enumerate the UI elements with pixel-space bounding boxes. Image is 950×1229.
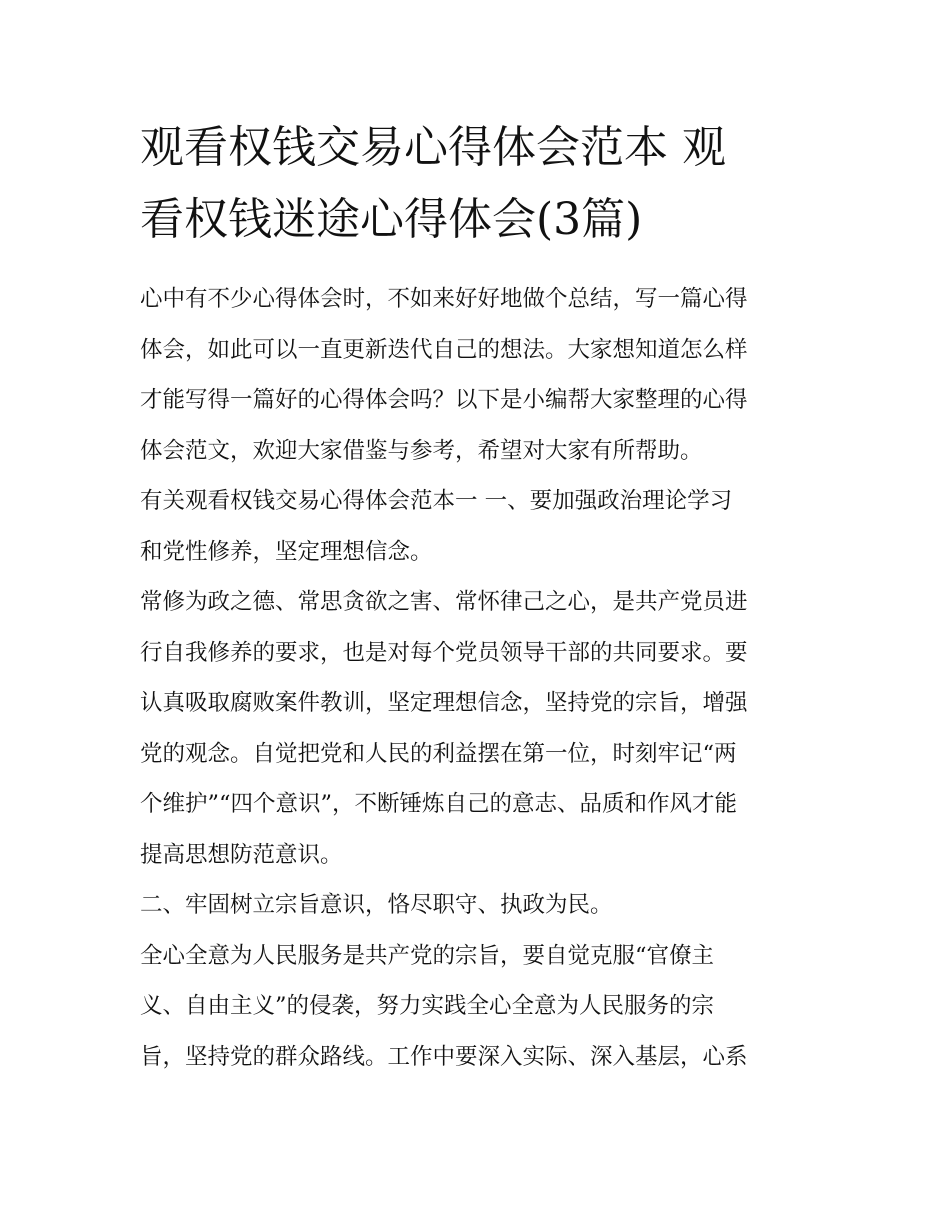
text-line: 才能写得一篇好的心得体会吗？以下是小编帮大家整理的心得	[140, 387, 748, 413]
text-line: 提高思想防范意识。	[140, 841, 343, 868]
text-line: 二、牢固树立宗旨意识，恪尽职守、执政为民。	[140, 892, 613, 918]
title-line: 观看权钱交易心得体会范本 观	[140, 122, 726, 173]
paragraph-section-one-body	[140, 577, 812, 880]
text-line: 旨，坚持党的群众路线。工作中要深入实际、深入基层，心系	[140, 1043, 748, 1070]
title-line: 看权钱迷途心得体会(3篇)	[140, 194, 643, 245]
text-line: 体会范文，欢迎大家借鉴与参考，希望对大家有所帮助。	[140, 437, 703, 464]
text-line: 和党性修养，坚定理想信念。	[140, 538, 433, 565]
document-title	[140, 112, 812, 256]
text-line: 行自我修养的要求，也是对每个党员领导干部的共同要求。要	[140, 639, 748, 666]
paragraph-section-two-heading	[140, 880, 812, 931]
text-line: 义、自由主义”的侵袭，努力实践全心全意为人民服务的宗	[140, 993, 715, 1019]
text-line: 个维护”“四个意识”，不断锤炼自己的意志、品质和作风才能	[140, 791, 738, 817]
text-line: 认真吸取腐败案件教训，坚定理想信念，坚持党的宗旨，增强	[140, 690, 748, 716]
document-content	[140, 112, 812, 1082]
text-line: 常修为政之德、常思贪欲之害、常怀律己之心，是共产党员进	[140, 589, 748, 615]
text-line: 有关观看权钱交易心得体会范本一 一、要加强政治理论学习	[140, 488, 733, 514]
text-line: 体会，如此可以一直更新迭代自己的想法。大家想知道怎么样	[140, 336, 748, 363]
paragraph-intro	[140, 274, 812, 476]
text-line: 党的观念。自觉把党和人民的利益摆在第一位，时刻牢记“两	[140, 740, 737, 767]
text-line: 全心全意为人民服务是共产党的宗旨，要自觉克服“官僚主	[140, 942, 715, 969]
paragraph-section-two-body	[140, 931, 812, 1083]
paragraph-section-one-heading	[140, 476, 812, 577]
text-line: 心中有不少心得体会时，不如来好好地做个总结，写一篇心得	[140, 286, 748, 312]
document-body	[140, 274, 812, 1082]
